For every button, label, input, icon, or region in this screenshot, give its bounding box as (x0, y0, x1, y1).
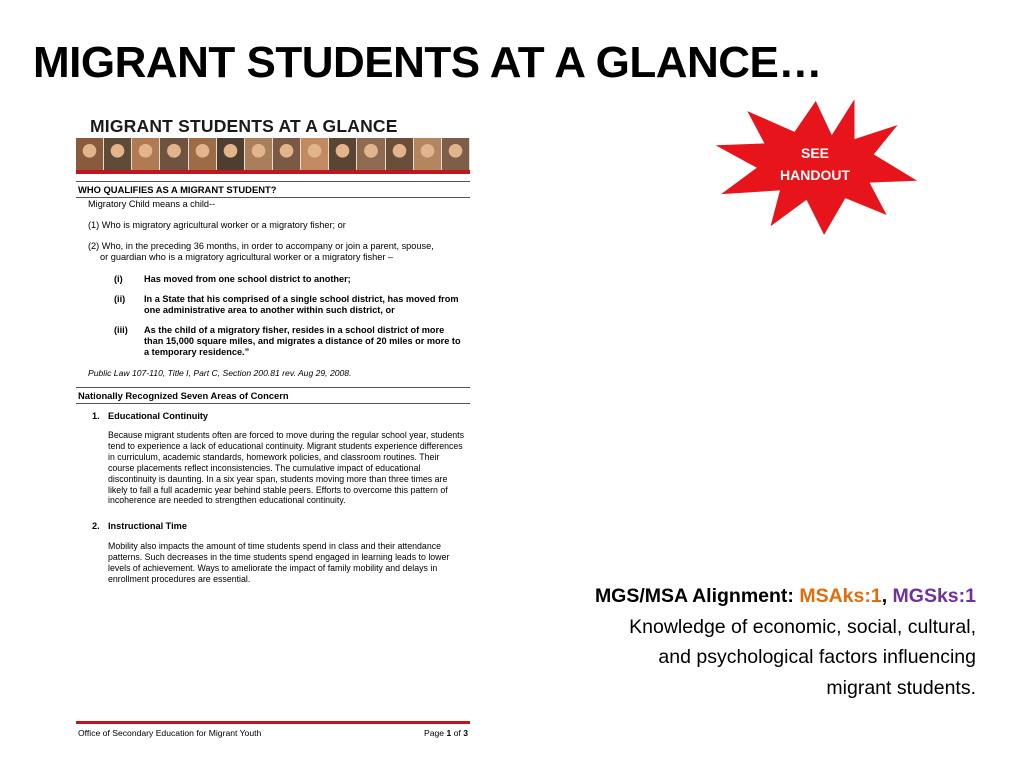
intro-text: Migratory Child means a child-- (88, 199, 216, 209)
point-2-line-2: or guardian who is a migratory agricultural worker or a migratory fisher – (100, 252, 394, 262)
student-photo (386, 138, 414, 170)
photo-strip (76, 138, 470, 174)
concern-number: 2. (92, 521, 100, 531)
concern-title: Instructional Time (108, 521, 187, 531)
student-photo (132, 138, 160, 170)
sub-item-text: Has moved from one school district to another; (144, 274, 351, 284)
handout-document (76, 112, 470, 742)
concern-body: Because migrant students often are forced to move during the regular school year, students tend to experience a lack of educational continuity. Migrant students experience differences in curriculum, academic standards, homework policies, and classroom routines. Their course placements reflect inconsistencies. The cumulative impact of educational discontinuity is daunting. In a six year span, students moving more than three times are likely to fall a full academic year behind stable peers. Efforts to overcome this pattern of incoherence are needed to strengthen educational continuity. (108, 430, 464, 506)
msa-code: MSAks:1 (799, 585, 882, 607)
sub-item-text: As the child of a migratory fisher, resides in a school district of more than 15,000 square miles, and migrates a distance of 20 miles or more to a temporary residence.” (144, 325, 461, 358)
sub-item-number: (ii) (114, 294, 126, 304)
footer-rule (76, 721, 470, 724)
section-heading-qualifies: WHO QUALIFIES AS A MIGRANT STUDENT? (76, 181, 470, 198)
mgs-code: MGSks:1 (892, 585, 976, 607)
alignment-block (506, 581, 976, 703)
point-1: (1) Who is migratory agricultural worker or a migratory fisher; or (88, 220, 346, 230)
student-photo (189, 138, 217, 170)
document-title: MIGRANT STUDENTS AT A GLANCE (90, 116, 398, 136)
concern-body: Mobility also impacts the amount of time students spend in class and their attendance patterns. Such decreases in the time students spend engaged in learning leads to lower levels of achievement. Ways to ameliorate the impact of family mobility and delays in enrollment procedures are essential. (108, 541, 450, 584)
alignment-description-line: and psychological factors influencing (658, 646, 976, 669)
student-photo (357, 138, 385, 170)
student-photo (329, 138, 357, 170)
student-photo (160, 138, 188, 170)
footer-page-number: Page 1 of 3 (424, 728, 468, 738)
footer-office: Office of Secondary Education for Migrant Youth (78, 728, 262, 738)
student-photo (217, 138, 245, 170)
sub-item-number: (iii) (114, 325, 128, 335)
student-photo (414, 138, 442, 170)
sub-item-text: In a State that his comprised of a single school district, has moved from one administrative area to another within such district, or (144, 294, 459, 316)
point-2-line-1: (2) Who, in the preceding 36 months, in order to accompany or join a parent, spouse, (88, 241, 434, 251)
law-citation: Public Law 107-110, Title I, Part C, Section 200.81 rev. Aug 29, 2008. (88, 368, 352, 378)
concern-number: 1. (92, 411, 100, 421)
student-photo (301, 138, 329, 170)
section-heading-concerns: Nationally Recognized Seven Areas of Concern (76, 387, 470, 404)
alignment-heading: MGS/MSA Alignment: MSAks:1, MGSks:1 (594, 585, 976, 607)
alignment-description-line: migrant students. (826, 676, 976, 699)
see-handout-label: SEE HANDOUT (780, 145, 850, 183)
alignment-description-line: Knowledge of economic, social, cultural, (629, 615, 976, 638)
sub-item-number: (i) (114, 274, 123, 284)
concern-title: Educational Continuity (108, 411, 209, 421)
student-photo (442, 138, 470, 170)
student-photo (76, 138, 104, 170)
student-photo (245, 138, 273, 170)
student-photo (273, 138, 301, 170)
student-photo (104, 138, 132, 170)
slide-title: MIGRANT STUDENTS AT A GLANCE… (33, 38, 822, 87)
